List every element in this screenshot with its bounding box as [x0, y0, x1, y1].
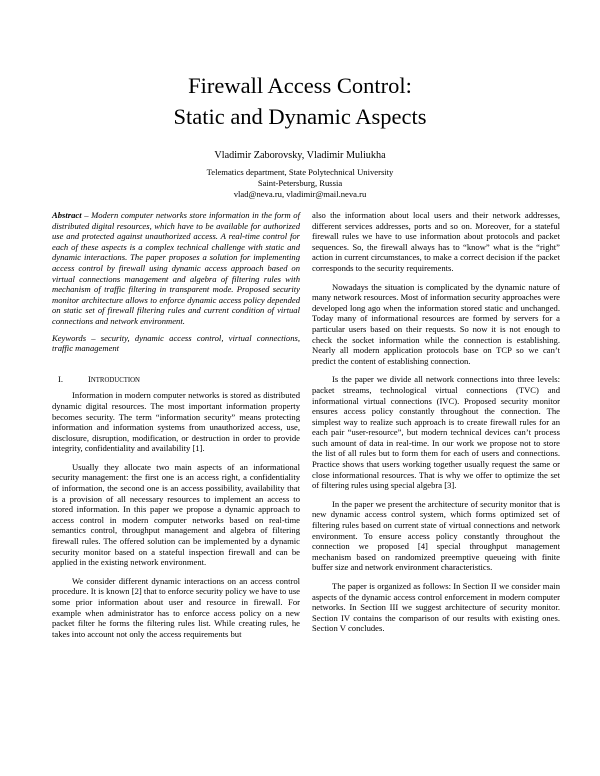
- keywords: Keywords – security, dynamic access control, virtual connections, traffic management: [52, 332, 300, 354]
- body-paragraph: also the information about local users and their network addresses, different services addresses, ports and so on. Moreover, for a stateful firewall rules we have to use information about protocols and packet sequences. So, the firewall always has to “know” what is the “right” action in current circumstances, to make a correct decision if the packet corresponds to the security requirements.: [312, 210, 560, 273]
- affiliation-department: Telematics department, State Polytechnical University: [206, 167, 394, 177]
- authors: Vladimir Zaborovsky, Vladimir Muliukha: [214, 150, 386, 161]
- right-column: [312, 210, 560, 634]
- body-paragraph: In the paper we present the architecture of security monitor that is new dynamic access control system, which forms optimized set of filtering rules based on current state of virtual connections and network environment. To ensure access policy constantly throughout the connection we proposed [4] special throughput management mechanism based on randomized preemptive queueing with finite buffer size and network environment characteristics.: [312, 498, 560, 573]
- abstract-label: Abstract: [52, 210, 82, 220]
- body-paragraph: The paper is organized as follows: In Section II we consider main aspects of the dynamic access control enforcement in modern computer networks. In Section III we suggest architecture of security monitor. Section IV contains the comparison of our results with existing ones. Section V concludes.: [312, 581, 560, 634]
- abstract-text: – Modern computer networks store information in the form of distributed digital resources, which have to be available for authorized use and protected against unauthorized access. A real-time control for each of these aspects is a complex technical challenge with static and dynamic interactions. The paper proposes a solution for implementing access control by firewall using dynamic access approach based on virtual connections management and algebra of filtering rules with mechanism of traffic filtering in transparent mode. Proposed security monitor architecture allows to enforce dynamic access policy depended on static set of firewall filtering rules and current condition of virtual connections and network environment.: [52, 210, 300, 326]
- section-title-initial: I: [88, 373, 91, 384]
- abstract: [52, 210, 300, 327]
- paper-title-line-1: Firewall Access Control:: [188, 73, 412, 98]
- section-heading-introduction: [52, 374, 300, 387]
- section-title-rest: NTRODUCTION: [90, 376, 140, 384]
- affiliation-emails: vlad@neva.ru, vladimir@mail.neva.ru: [233, 189, 367, 199]
- paper-title-line-2: Static and Dynamic Aspects: [173, 104, 427, 129]
- affiliation-location: Saint-Petersburg, Russia: [257, 178, 343, 188]
- left-column: [52, 210, 300, 639]
- section-number: I.: [58, 373, 64, 384]
- body-paragraph: We consider different dynamic interactions on an access control procedure. It is known [2] that to enforce security policy we have to use some prior information about user and resource in firewall. For example when administrator has to enforce access policy on a new packet filter he forms the filtering rules list. While creating rules, he takes into account not only the access requirements but: [52, 575, 300, 639]
- body-paragraph: Usually they allocate two main aspects of an informational security management: the first one is an access right, a confidentiality of information, the second one is an access possibility, availability that is a provision of all necessary resources to implement an access to stored information. In this paper we propose a dynamic approach to access control in modern computer networks based on real-time semantics control, throughput management and algebra of filtering firewall rules. The offered solution can be implemented by a dynamic security monitor based on a stateful inspection firewall and can be applied in the existing network environment.: [52, 461, 300, 568]
- body-paragraph: Is the paper we divide all network connections into three levels: packet streams, technological virtual connections (TVC) and informational virtual connections (IVC). Proposed security monitor ensures access policy constantly throughout the connection. The simplest way to realize such approach is to create firewall rules for an each pair “user-resource”, but modern technical devices can’t process such amount of data in real-time. In our work we propose not to store the list of all rules but to form them for each of users and connections. Practice shows that users working together usually request the same or close informational resources. That is why we offer to optimize the set of filtering rules using special algebra [3].: [312, 374, 560, 491]
- body-paragraph: Information in modern computer networks is stored as distributed dynamic digital resources. The most important information property becomes security. The term “information security” means protecting information and information systems from unauthorized access, use, disclosure, disruption, modification, or destruction in order to provide integrity, confidentiality and availability [1].: [52, 390, 300, 454]
- body-paragraph: Nowadays the situation is complicated by the dynamic nature of many network resources. Most of information security approaches were developed long ago when the information stored static and unchanged. Today many of informational resources are formed by servers for a particular users based on their requests. So now it is not enough to check the socket information while the connection is establishing. Nearly all modern application protocols base on TCP so we can’t predict the content of establishing connection.: [312, 281, 560, 366]
